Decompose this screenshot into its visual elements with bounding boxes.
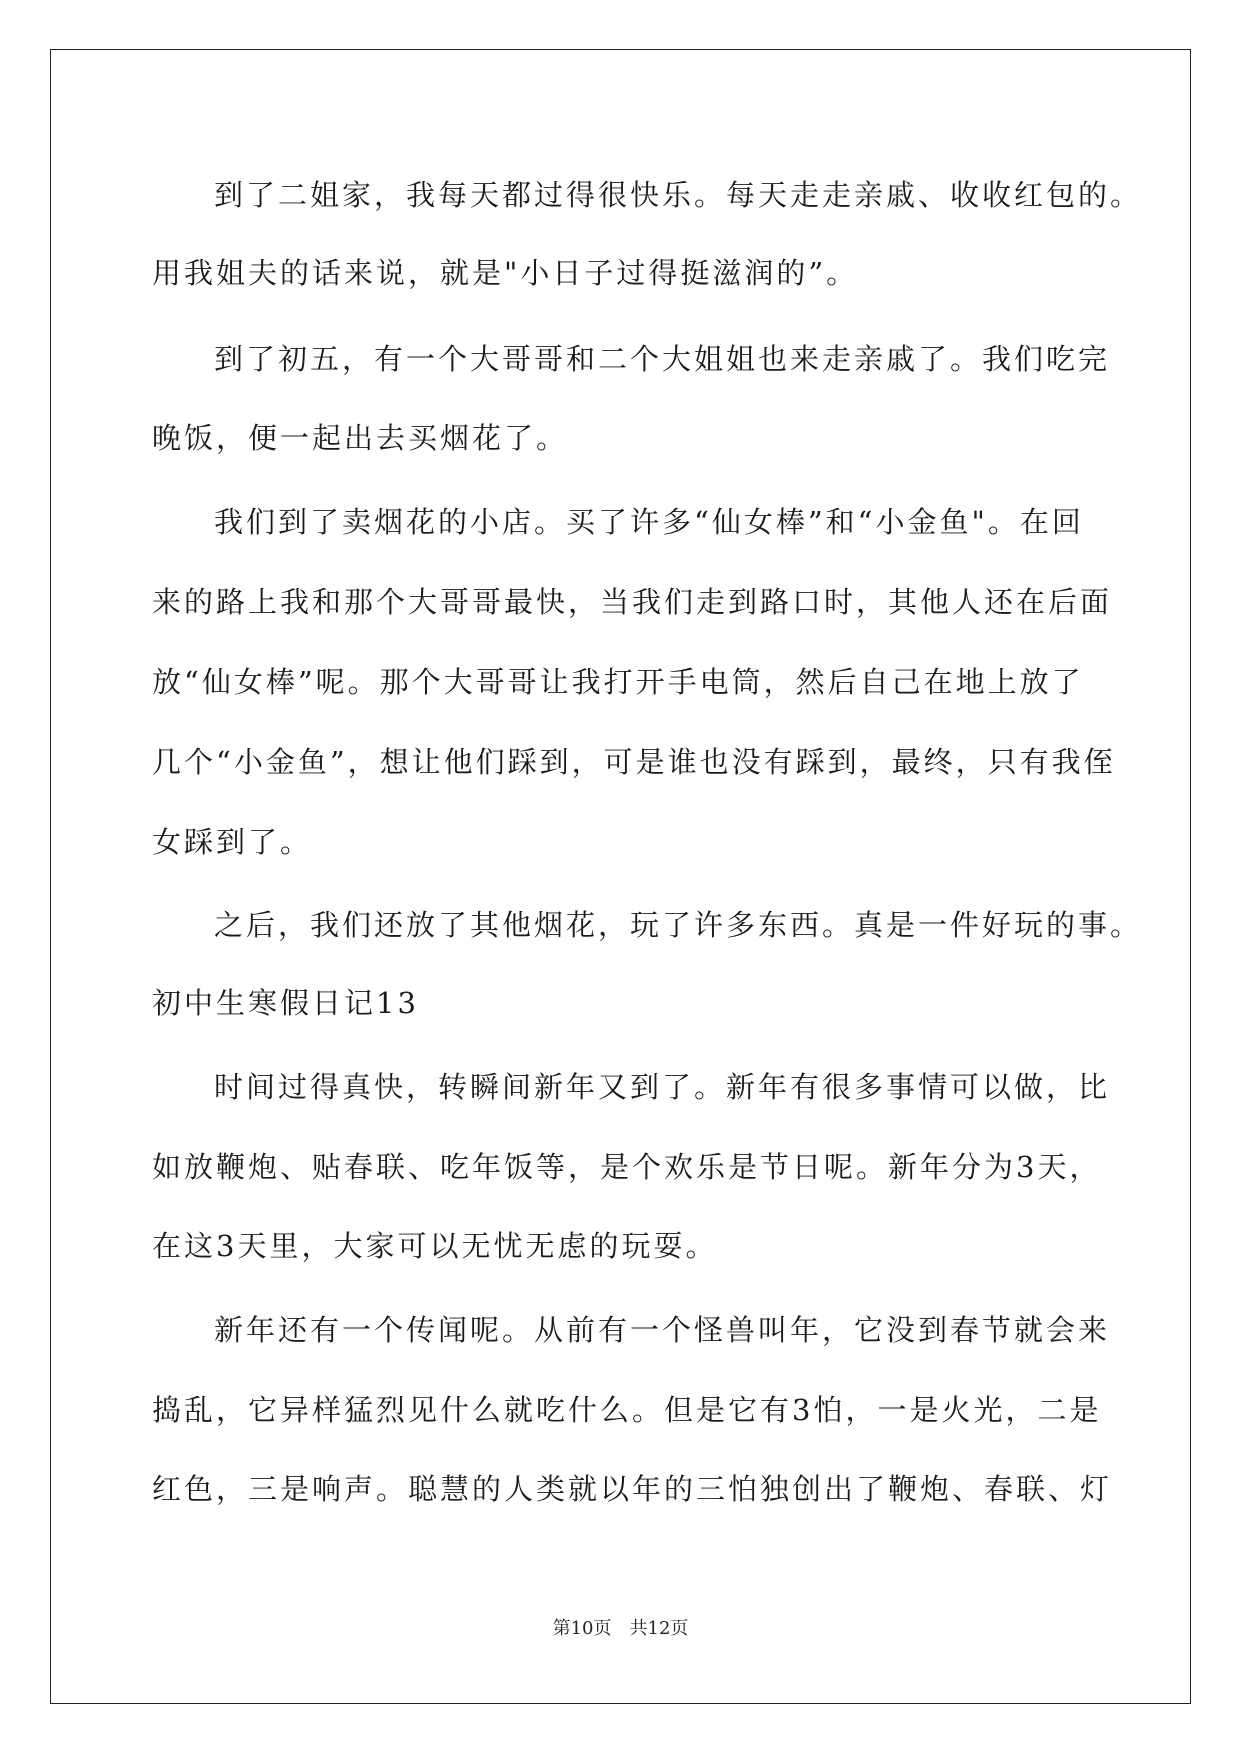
paragraph-line: 晚饭，便一起出去买烟花了。	[152, 421, 569, 455]
paragraph-line: 新年还有一个传闻呢。从前有一个怪兽叫年，它没到春节就会来	[214, 1313, 1111, 1347]
paragraph-line: 到了初五，有一个大哥哥和二个大姐姐也来走亲戚了。我们吃完	[214, 342, 1111, 376]
paragraph-line: 红色，三是响声。聪慧的人类就以年的三怕独创出了鞭炮、春联、灯	[152, 1472, 1113, 1506]
paragraph-line: 女踩到了。	[152, 825, 313, 859]
section-title: 初中生寒假日记13	[152, 986, 419, 1020]
paragraph-line: 我们到了卖烟花的小店。买了许多“仙女棒”和“小金鱼"。在回	[214, 505, 1084, 539]
paragraph-line: 到了二姐家，我每天都过得很快乐。每天走走亲戚、收收红包的。	[214, 178, 1143, 212]
paragraph-line: 时间过得真快，转瞬间新年又到了。新年有很多事情可以做，比	[214, 1070, 1111, 1104]
paragraph-line: 如放鞭炮、贴春联、吃年饭等，是个欢乐是节日呢。新年分为3天，	[152, 1150, 1102, 1184]
paragraph-line: 放“仙女棒”呢。那个大哥哥让我打开手电筒，然后自己在地上放了	[152, 665, 1084, 699]
paragraph-line: 在这3天里，大家可以无忧无虑的玩耍。	[152, 1229, 718, 1263]
paragraph-line: 用我姐夫的话来说，就是"小日子过得挺滋润的”。	[152, 256, 859, 290]
paragraph-line: 捣乱，它异样猛烈见什么就吃什么。但是它有3怕，一是火光，二是	[152, 1393, 1102, 1427]
page-border	[50, 49, 1191, 1704]
page-number: 第10页 共12页	[552, 1618, 689, 1639]
paragraph-line: 来的路上我和那个大哥哥最快，当我们走到路口时，其他人还在后面	[152, 585, 1113, 619]
paragraph-line: 之后，我们还放了其他烟花，玩了许多东西。真是一件好玩的事。	[214, 908, 1143, 942]
paragraph-line: 几个“小金鱼”，想让他们踩到，可是谁也没有踩到，最终，只有我侄	[152, 745, 1116, 779]
